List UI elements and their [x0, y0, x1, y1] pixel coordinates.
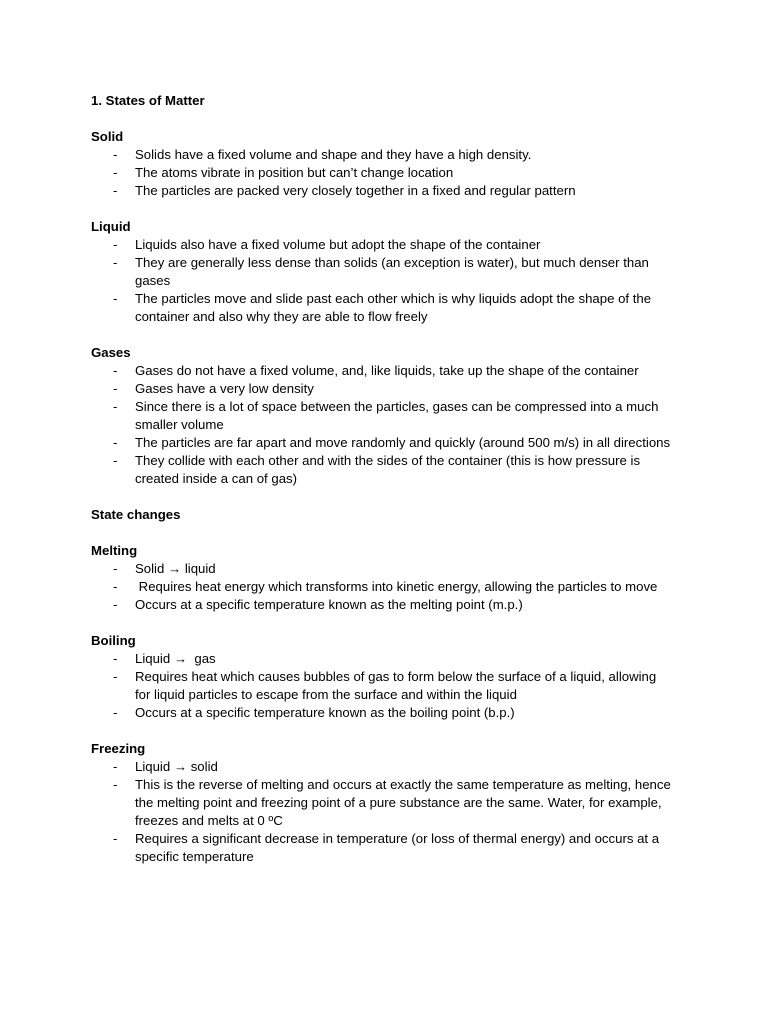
list-item-text: The particles move and slide past each other which is why liquids adopt the shape of the container and also why they are able to flow freely — [135, 291, 655, 324]
list-item — [91, 290, 675, 326]
bullet-marker: - — [113, 435, 118, 450]
bullet-list — [91, 650, 691, 722]
bullet-marker: - — [113, 597, 118, 612]
list-item-text: Gases have a very low density — [135, 381, 314, 396]
list-item — [91, 758, 675, 776]
list-item-text: Occurs at a specific temperature known as the melting point (m.p.) — [135, 597, 523, 612]
bullet-marker: - — [113, 831, 118, 846]
section-melting — [91, 542, 691, 614]
list-item-text: Solids have a fixed volume and shape and they have a high density. — [135, 147, 532, 162]
bullet-list — [91, 560, 691, 614]
section-gases — [91, 344, 691, 488]
bullet-marker: - — [113, 237, 118, 252]
list-item-text: This is the reverse of melting and occurs at exactly the same temperature as melting, hence the melting point and freezing point of a pure substance are the same. Water, for example, freezes and melts at 0 ºC — [135, 777, 675, 828]
list-item-text: They collide with each other and with the sides of the container (this is how pressure is created inside a can of gas) — [135, 453, 644, 486]
list-item — [91, 668, 675, 704]
list-item — [91, 578, 675, 596]
list-item-text: The particles are far apart and move randomly and quickly (around 500 m/s) in all directions — [135, 435, 671, 450]
list-item-text: Liquids also have a fixed volume but adopt the shape of the container — [135, 237, 541, 252]
bullet-marker: - — [113, 183, 118, 198]
list-item-text: Occurs at a specific temperature known as the boiling point (b.p.) — [135, 705, 515, 720]
section-state-changes — [91, 506, 691, 524]
section-heading: Freezing — [91, 741, 146, 756]
list-item — [91, 398, 675, 434]
list-item-text: Requires heat energy which transforms into kinetic energy, allowing the particles to move — [135, 579, 658, 594]
bullet-marker: - — [113, 759, 118, 774]
bullet-marker: - — [113, 561, 118, 576]
section-heading: State changes — [91, 507, 181, 522]
list-item — [91, 650, 675, 668]
bullet-marker: - — [113, 255, 118, 270]
list-item — [91, 146, 675, 164]
bullet-marker: - — [113, 453, 118, 468]
list-item — [91, 596, 675, 614]
bullet-marker: - — [113, 651, 118, 666]
section-liquid — [91, 218, 691, 326]
section-heading: Gases — [91, 345, 131, 360]
list-item-text: Requires heat which causes bubbles of gas to form below the surface of a liquid, allowing for liquid particles to escape from the surface and within the liquid — [135, 669, 660, 702]
list-item — [91, 254, 675, 290]
list-item-text: They are generally less dense than solids (an exception is water), but much denser than gases — [135, 255, 653, 288]
list-item — [91, 830, 675, 866]
list-item-text: Solid → liquid — [135, 561, 216, 576]
bullet-marker: - — [113, 705, 118, 720]
section-heading: Solid — [91, 129, 124, 144]
bullet-marker: - — [113, 165, 118, 180]
list-item — [91, 362, 675, 380]
list-item-text: Requires a significant decrease in temperature (or loss of thermal energy) and occurs at a specific temperature — [135, 831, 663, 864]
section-heading: Liquid — [91, 219, 131, 234]
section-heading: Melting — [91, 543, 138, 558]
bullet-list — [91, 758, 691, 866]
sections-container — [91, 128, 691, 866]
bullet-list — [91, 362, 691, 488]
list-item-text: Liquid → gas — [135, 651, 216, 666]
bullet-marker: - — [113, 777, 118, 792]
list-item — [91, 164, 675, 182]
list-item-text: Liquid → solid — [135, 759, 218, 774]
list-item — [91, 452, 675, 488]
list-item — [91, 776, 675, 830]
list-item — [91, 182, 675, 200]
bullet-list — [91, 146, 691, 200]
bullet-marker: - — [113, 399, 118, 414]
document-title: 1. States of Matter — [91, 93, 205, 108]
section-heading: Boiling — [91, 633, 136, 648]
bullet-list — [91, 236, 691, 326]
list-item-text: Since there is a lot of space between the particles, gases can be compressed into a much smaller volume — [135, 399, 663, 432]
bullet-marker: - — [113, 579, 118, 594]
list-item — [91, 560, 675, 578]
bullet-marker: - — [113, 147, 118, 162]
list-item — [91, 434, 675, 452]
section-boiling — [91, 632, 691, 722]
section-solid — [91, 128, 691, 200]
list-item — [91, 704, 675, 722]
list-item — [91, 380, 675, 398]
list-item — [91, 236, 675, 254]
list-item-text: Gases do not have a fixed volume, and, like liquids, take up the shape of the container — [135, 363, 639, 378]
bullet-marker: - — [113, 381, 118, 396]
document-page — [91, 92, 691, 866]
section-freezing — [91, 740, 691, 866]
bullet-marker: - — [113, 291, 118, 306]
bullet-marker: - — [113, 363, 118, 378]
list-item-text: The atoms vibrate in position but can’t change location — [135, 165, 454, 180]
bullet-marker: - — [113, 669, 118, 684]
list-item-text: The particles are packed very closely together in a fixed and regular pattern — [135, 183, 576, 198]
